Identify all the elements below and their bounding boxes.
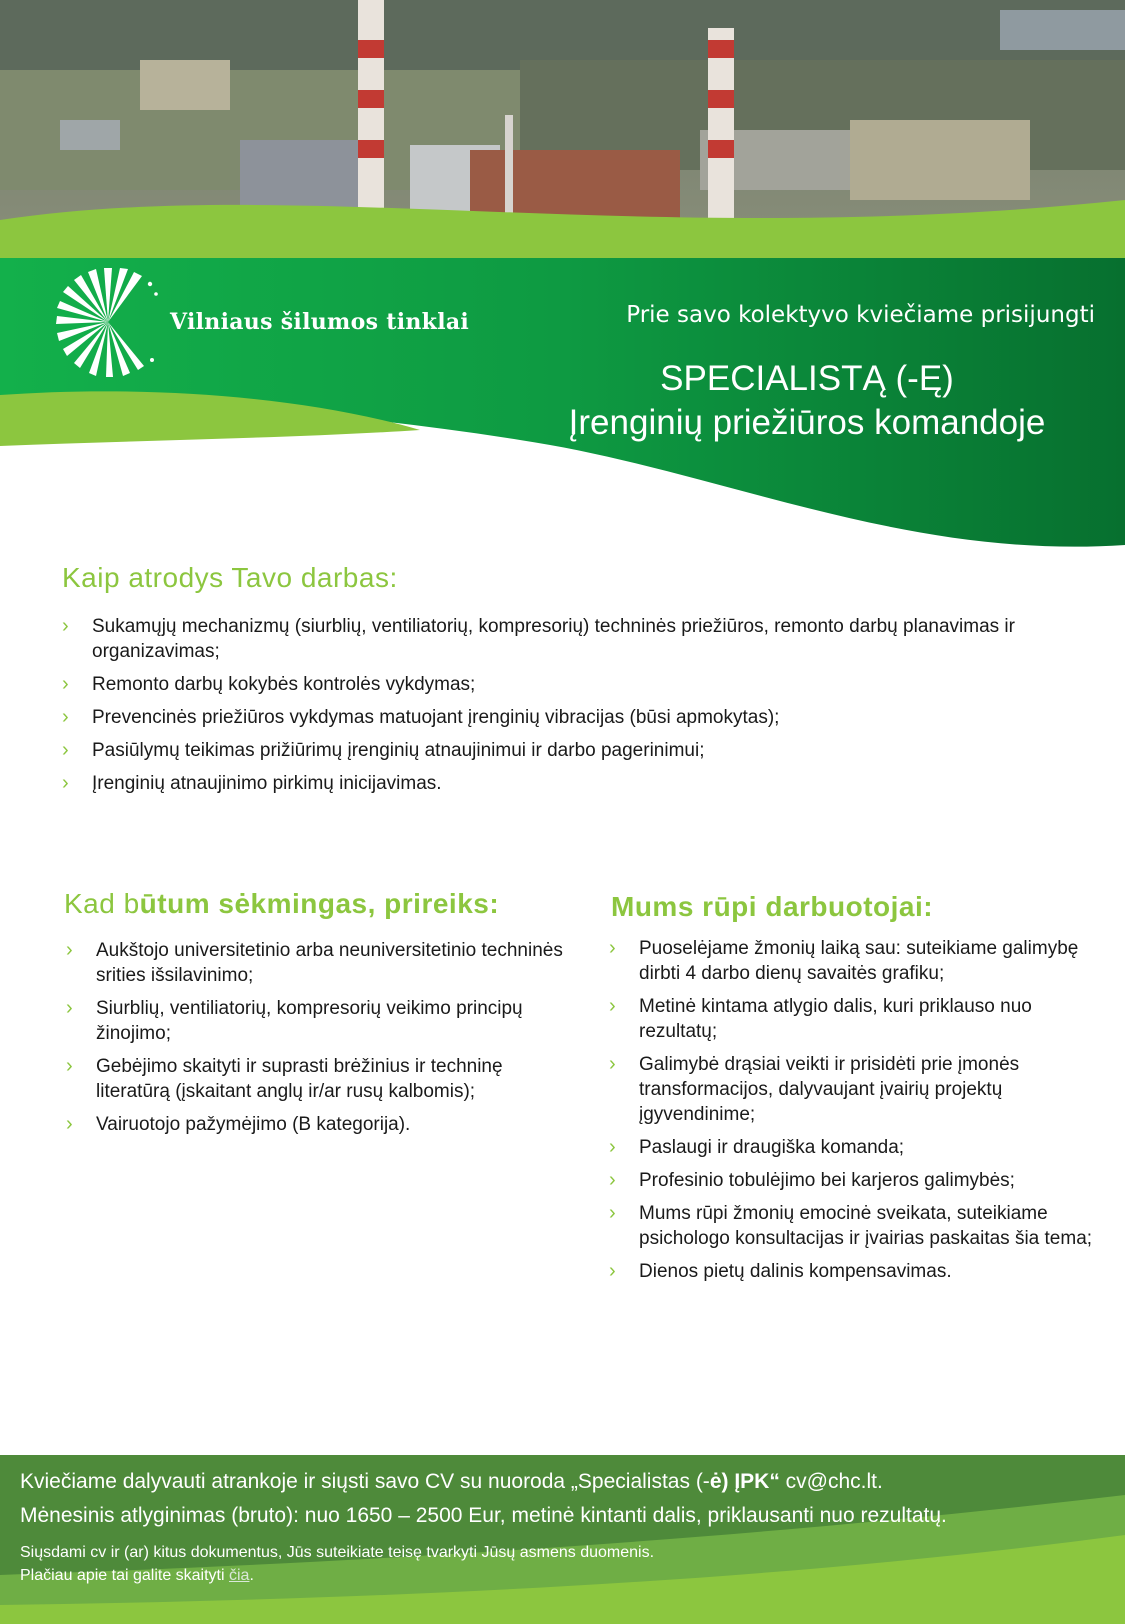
work-item: [62, 771, 1092, 796]
chevron-right-icon: ›: [66, 1055, 73, 1077]
benefit-item: [609, 1135, 1094, 1160]
requirement-item-text: Siurblių, ventiliatorių, kompresorių veikimo principų žinojimo;: [96, 998, 523, 1044]
benefit-item-text: Dienos pietų dalinis kompensavimas.: [639, 1261, 952, 1282]
privacy-block: [20, 1541, 1110, 1587]
work-item-text: Remonto darbų kokybės kontrolės vykdymas;: [92, 674, 476, 695]
logo-text: Vilniaus šilumos tinklai: [170, 309, 470, 335]
chevron-right-icon: ›: [62, 772, 69, 794]
work-item-text: Pasiūlymų teikimas prižiūrimų įrenginių atnaujinimui ir darbo pagerinimui;: [92, 740, 705, 761]
benefit-item: [609, 994, 1094, 1044]
chevron-right-icon: ›: [609, 1202, 616, 1224]
company-logo: [56, 266, 469, 378]
work-item-text: Prevencinės priežiūros vykdymas matuojant įrenginių vibracijas (būsi apmokytas);: [92, 707, 780, 728]
work-item: [62, 738, 1092, 763]
requirement-item: [66, 996, 571, 1046]
more-suffix: .: [249, 1567, 254, 1584]
chevron-right-icon: ›: [609, 937, 616, 959]
benefit-item: [609, 1201, 1094, 1251]
more-prefix: Plačiau apie tai galite skaityti: [20, 1567, 229, 1584]
chevron-right-icon: ›: [609, 1260, 616, 1282]
invite-line: Prie savo kolektyvo kviečiame prisijungti: [626, 302, 1095, 328]
benefit-item-text: Mums rūpi žmonių emocinė sveikata, suteikiame psichologo konsultacijas ir įvairias paskaitas šia tema;: [639, 1203, 1093, 1249]
benefits-title-bold: Mums rūpi darbuotojai:: [611, 891, 934, 922]
privacy-line: Siųsdami cv ir (ar) kitus dokumentus, Jūs suteikiate teisę tvarkyti Jūsų asmens duomenis.: [20, 1544, 655, 1561]
sun-rays-icon: [56, 266, 160, 378]
chimney-left: [358, 0, 384, 230]
requirements-title: [64, 888, 499, 920]
requirement-item-text: Aukštojo universitetinio arba neuniversitetinio techninės srities išsilavinimo;: [96, 940, 563, 986]
benefit-item-text: Puoselėjame žmonių laiką sau: suteikiame galimybę dirbti 4 darbo dienų savaitės grafiku;: [639, 938, 1079, 984]
benefit-item: [609, 936, 1094, 986]
chevron-right-icon: ›: [66, 1113, 73, 1135]
role-heading: [507, 357, 1107, 445]
requirement-item: [66, 1112, 571, 1137]
apply-prefix: Kviečiame dalyvauti atrankoje ir siųsti savo CV su nuoroda „Specialistas (-: [20, 1470, 710, 1493]
benefits-title: [611, 891, 933, 923]
chevron-right-icon: ›: [609, 1053, 616, 1075]
work-title: Kaip atrodys Tavo darbas:: [62, 562, 398, 593]
requirement-item: [66, 1054, 571, 1104]
chimney-right: [708, 28, 734, 238]
role-title: SPECIALISTĄ (-Ę): [660, 359, 954, 398]
work-item: [62, 614, 1092, 664]
chevron-right-icon: ›: [66, 939, 73, 961]
requirements-list: [66, 938, 571, 1145]
benefits-list: [609, 936, 1094, 1292]
chevron-right-icon: ›: [62, 739, 69, 761]
chevron-right-icon: ›: [609, 1169, 616, 1191]
requirement-item-text: Gebėjimo skaityti ir suprasti brėžinius ir techninę literatūrą (įskaitant anglų ir/ar rusų kalbomis);: [96, 1056, 503, 1102]
benefit-item-text: Galimybė drąsiai veikti ir prisidėti prie įmonės transformacijos, dalyvaujant įvairių projektų įgyvendinime;: [639, 1054, 1020, 1125]
benefit-item-text: Profesinio tobulėjimo bei karjeros galimybės;: [639, 1170, 1015, 1191]
chevron-right-icon: ›: [609, 1136, 616, 1158]
privacy-link[interactable]: čia: [229, 1567, 250, 1584]
work-item: [62, 672, 1092, 697]
chevron-right-icon: ›: [66, 997, 73, 1019]
benefit-item: [609, 1168, 1094, 1193]
role-team: Įrenginių priežiūros komandoje: [568, 403, 1046, 442]
chevron-right-icon: ›: [62, 615, 69, 637]
work-list: [62, 614, 1092, 804]
requirement-item-text: Vairuotojo pažymėjimo (B kategorija).: [96, 1114, 411, 1135]
requirements-title-light: Kad b: [64, 888, 140, 919]
benefit-item: [609, 1052, 1094, 1127]
chevron-right-icon: ›: [62, 706, 69, 728]
salary-line: Mėnesinis atlyginimas (bruto): nuo 1650 – 2500 Eur, metinė kintanti dalis, priklausanti nuo rezultatų.: [20, 1504, 947, 1527]
more-line: [20, 1564, 1110, 1587]
work-item: [62, 705, 1092, 730]
requirements-title-bold: ūtum sėkmingas, prireiks:: [139, 888, 500, 919]
work-item-text: Įrenginių atnaujinimo pirkimų inicijavimas.: [92, 773, 442, 794]
apply-bold: ė) ĮPK“: [709, 1470, 780, 1493]
chevron-right-icon: ›: [62, 673, 69, 695]
requirement-item: [66, 938, 571, 988]
apply-email[interactable]: cv@chc.lt.: [779, 1470, 883, 1493]
footer: [0, 1455, 1125, 1624]
benefit-item-text: Paslaugi ir draugiška komanda;: [639, 1137, 905, 1158]
chevron-right-icon: ›: [609, 995, 616, 1017]
work-item-text: Sukamųjų mechanizmų (siurblių, ventiliatorių, kompresorių) techninės priežiūros, remonto darbų planavimas ir organizavimas;: [92, 616, 1015, 662]
apply-line: [20, 1465, 1110, 1499]
benefit-item-text: Metinė kintama atlygio dalis, kuri priklauso nuo rezultatų;: [639, 996, 1032, 1042]
footer-text: [20, 1465, 1110, 1587]
benefit-item: [609, 1259, 1094, 1284]
